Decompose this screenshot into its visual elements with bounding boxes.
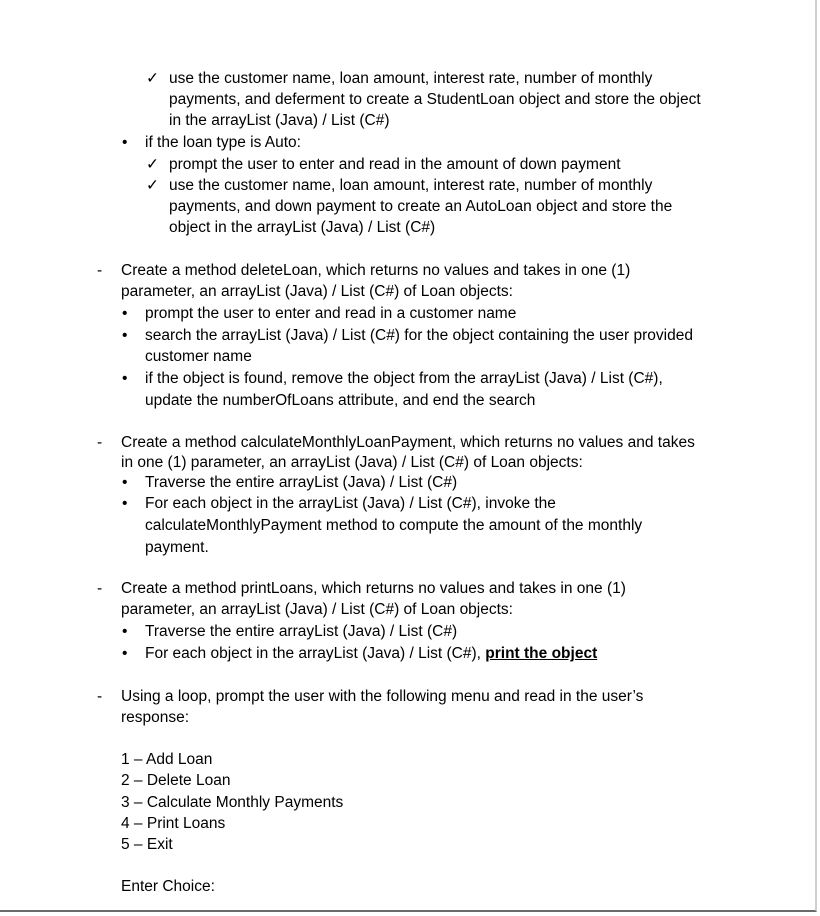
dash-marker: -: [97, 262, 103, 279]
text-line: payments, and deferment to create a StudentLoan object and store the object: [169, 91, 701, 108]
text-line: customer name: [145, 348, 252, 365]
text-line: calculateMonthlyPayment method to compute the amount of the monthly: [145, 517, 643, 534]
text-line: if the object is found, remove the object from the arrayList (Java) / List (C#),: [145, 370, 663, 387]
text-line: payment.: [145, 539, 209, 556]
bullet: •: [122, 370, 128, 387]
text-line: use the customer name, loan amount, interest rate, number of monthly: [169, 177, 653, 194]
text-line: prompt the user to enter and read in a customer name: [145, 305, 517, 322]
bullet: •: [122, 474, 128, 491]
text-line: [145, 644, 597, 664]
bullet: •: [122, 327, 128, 344]
bullet: •: [122, 495, 128, 512]
text-line: use the customer name, loan amount, interest rate, number of monthly: [169, 70, 653, 87]
menu-option: 3 – Calculate Monthly Payments: [121, 794, 344, 811]
text-line: payments, and down payment to create an AutoLoan object and store the: [169, 198, 673, 215]
text-line: object in the arrayList (Java) / List (C#): [169, 219, 436, 236]
checkmark: ✓: [146, 156, 159, 173]
text-line: search the arrayList (Java) / List (C#) for the object containing the user provided: [145, 327, 693, 344]
menu-option: 1 – Add Loan: [121, 751, 213, 768]
text-line: response:: [121, 709, 190, 726]
text-line: Using a loop, prompt the user with the following menu and read in the user’s: [121, 688, 644, 705]
text-line: in the arrayList (Java) / List (C#): [169, 112, 390, 129]
dash-marker: -: [97, 580, 103, 597]
text-line: Create a method calculateMonthlyLoanPayment, which returns no values and takes: [121, 434, 695, 451]
text-line: Traverse the entire arrayList (Java) / List (C#): [145, 474, 458, 491]
text-line: Create a method deleteLoan, which returns no values and takes in one (1): [121, 262, 631, 279]
bullet: •: [122, 134, 128, 151]
menu-option: 2 – Delete Loan: [121, 772, 231, 789]
text-line: Create a method printLoans, which returns no values and takes in one (1): [121, 580, 626, 597]
bullet: •: [122, 623, 128, 640]
enter-choice-prompt: Enter Choice:: [121, 878, 215, 895]
text-line: Traverse the entire arrayList (Java) / List (C#): [145, 623, 458, 640]
text-segment: For each object in the arrayList (Java) / List (C#),: [145, 645, 486, 662]
text-line: parameter, an arrayList (Java) / List (C#) of Loan objects:: [121, 601, 513, 618]
checkmark: ✓: [146, 177, 159, 194]
emphasis-text: print the object: [485, 645, 598, 662]
bullet: •: [122, 305, 128, 322]
bullet: •: [122, 645, 128, 662]
checkmark: ✓: [146, 70, 159, 87]
menu-option: 4 – Print Loans: [121, 815, 226, 832]
text-line: in one (1) parameter, an arrayList (Java) / List (C#) of Loan objects:: [121, 454, 583, 471]
menu-option: 5 – Exit: [121, 836, 173, 853]
dash-marker: -: [97, 434, 103, 451]
text-line: For each object in the arrayList (Java) / List (C#), invoke the: [145, 495, 556, 512]
text-line: prompt the user to enter and read in the amount of down payment: [169, 156, 621, 173]
dash-marker: -: [97, 688, 103, 705]
text-line: if the loan type is Auto:: [145, 134, 301, 151]
text-line: parameter, an arrayList (Java) / List (C#) of Loan objects:: [121, 283, 513, 300]
text-line: update the numberOfLoans attribute, and end the search: [145, 392, 536, 409]
